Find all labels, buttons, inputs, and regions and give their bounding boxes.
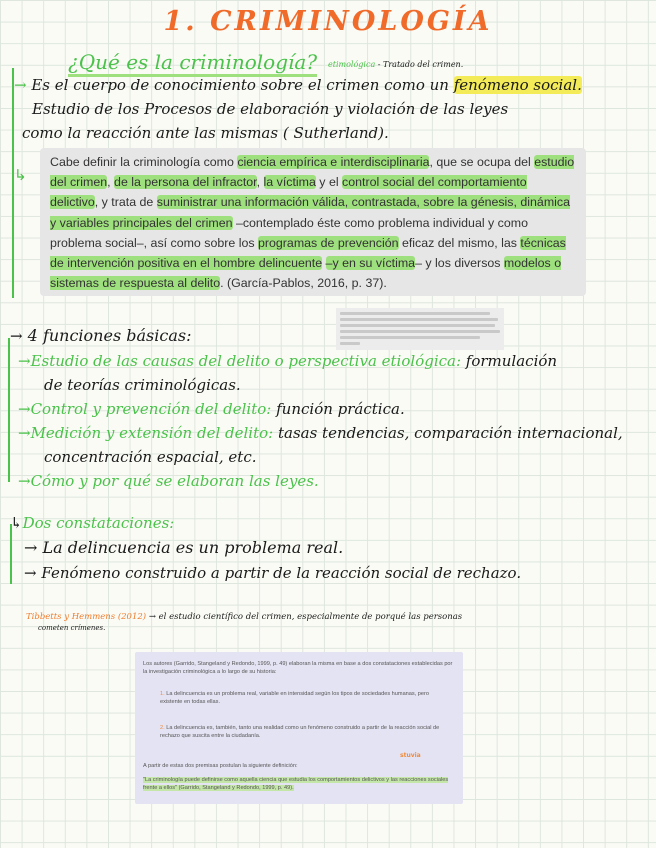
function-item-1-cont: de teorías criminológicas. xyxy=(44,376,241,394)
function-item-title: Control y prevención del delito: xyxy=(30,400,272,418)
arrow-icon: → xyxy=(18,424,31,442)
function-item-desc: tasas tendencias, comparación internacional, xyxy=(277,424,623,442)
question-heading xyxy=(68,50,317,74)
quote-segment: , que se ocupa del xyxy=(429,155,535,169)
functions-bracket xyxy=(8,338,10,482)
quote-highlight: programas de prevención xyxy=(258,235,399,250)
definition-line-2: Estudio de los Procesos de elaboración y violación de las leyes xyxy=(32,100,509,118)
quote-highlight: de la persona del infractor xyxy=(114,175,257,190)
etymology-text: - Tratado del crimen. xyxy=(377,60,464,69)
function-item-2 xyxy=(18,400,405,418)
bottom-definition-text: "La criminología puede definirse como aquella ciencia que estudia los comportamientos delictivos y las reacciones sociales frente a ellos" (Garrido, Stangeland y Redondo, 1999, p. 49). xyxy=(143,777,449,791)
quote-highlight: estudio del crimen xyxy=(50,155,575,190)
quote-highlight: modelos o sistemas de respuesta al delito xyxy=(50,256,562,291)
function-item-title: Cómo y por qué se elaboran las leyes. xyxy=(30,472,319,490)
quote-segment: eficaz del mismo, las xyxy=(398,235,521,250)
functions-heading xyxy=(10,326,191,345)
arrow-icon: ↳ xyxy=(14,166,27,184)
definition-line-1 xyxy=(14,76,582,94)
question-heading-text: ¿Qué es la criminología? xyxy=(68,50,317,77)
tibbetts-text-cont: cometen crímenes. xyxy=(38,624,106,632)
list-number: 2. xyxy=(160,725,165,731)
arrow-icon: → xyxy=(14,76,27,94)
arrow-icon: → xyxy=(18,352,31,370)
bottom-definition xyxy=(143,776,455,792)
quote-segment: Cabe definir la criminología como xyxy=(50,155,238,169)
function-item-1 xyxy=(18,352,557,370)
constataciones-heading xyxy=(10,514,174,532)
quote-segment: – y los diversos xyxy=(415,256,504,271)
bottom-intro: Los autores (Garrido, Stangeland y Redondo, 1999, p. 49) elaboran la misma en base a dos constataciones establecidas por la investigación criminológica a lo largo de su historia: xyxy=(143,661,453,675)
quote-segment: –contemplado éste como problema individual y como problema social–, así como sobre los xyxy=(50,215,528,250)
function-item-4 xyxy=(18,472,319,490)
quote-highlight: ciencia empírica e interdisciplinaria xyxy=(237,155,430,169)
function-item-desc: formulación xyxy=(465,352,558,370)
list-number: 1. xyxy=(160,691,165,697)
tibbetts-note xyxy=(26,612,462,622)
quote-highlight: –y en su víctima xyxy=(325,256,416,271)
arrow-icon: → xyxy=(24,564,37,582)
quote-highlight: técnicas de intervención positiva en el hombre delincuente xyxy=(50,235,566,271)
constatacion-1 xyxy=(24,538,343,557)
constatacion-2 xyxy=(24,564,521,582)
function-item-3 xyxy=(18,424,623,442)
arrow-icon: → xyxy=(10,327,23,345)
stuvia-watermark: stuvia xyxy=(400,752,421,759)
function-item-3-cont: concentración espacial, etc. xyxy=(44,448,257,466)
quote-highlight: control social del comportamiento delictivo xyxy=(50,175,527,210)
arrow-icon: ↳ xyxy=(10,514,23,532)
tibbetts-text: → el estudio científico del crimen, especialmente de porqué las personas xyxy=(148,612,463,622)
constatacion-1-text: La delincuencia es un problema real. xyxy=(42,538,344,557)
etymology-note xyxy=(328,60,463,69)
arrow-icon: → xyxy=(24,538,38,557)
bottom-item-2 xyxy=(160,724,450,740)
bottom-item-1 xyxy=(160,690,450,706)
bottom-item-1-text: La delincuencia es un problema real, variable en intensidad según los tipos de sociedades humanas, pero existente en todas ellas. xyxy=(160,691,430,705)
page-title: 1. CRIMINOLOGÍA xyxy=(163,6,493,37)
definition-line-3: como la reacción ante las mismas ( Sutherland). xyxy=(22,124,389,142)
quote-segment: . (García-Pablos, 2016, p. 37). xyxy=(220,276,387,291)
constataciones-heading-text: Dos constataciones: xyxy=(22,514,175,532)
constataciones-bracket xyxy=(10,524,12,584)
functions-heading-text: 4 funciones básicas: xyxy=(27,326,192,345)
definition-line-1-text: Es el cuerpo de conocimiento sobre el crimen como un xyxy=(31,76,449,94)
arrow-icon: → xyxy=(18,400,31,418)
quote-segment: , y trata de xyxy=(94,195,157,210)
quote-text xyxy=(50,152,578,293)
quote-highlight: suministrar una información válida, contrastada, sobre la génesis, dinámica y variables principales del crimen xyxy=(50,195,570,230)
quote-segment: , xyxy=(107,175,115,190)
quote-segment: y el xyxy=(315,175,343,190)
fenomeno-social-highlight: fenómeno social. xyxy=(453,76,582,94)
embedded-text-thumbnail xyxy=(336,308,504,350)
tibbetts-label: Tibbetts y Hemmens (2012) xyxy=(26,612,147,622)
function-item-title: Medición y extensión del delito: xyxy=(30,424,274,442)
function-item-desc: función práctica. xyxy=(276,400,405,418)
bottom-item-2-text: La delincuencia es, también, tanto una realidad como un fenómeno construido a partir de la reacción social de rechazo que suscita entre la ciudadanía. xyxy=(160,725,440,739)
etymology-label: etimológica xyxy=(328,60,376,69)
constatacion-2-text: Fenómeno construido a partir de la reacción social de rechazo. xyxy=(41,564,522,582)
quote-highlight: la víctima xyxy=(263,175,316,190)
bottom-premise: A partir de estas dos premisas postulan la siguiente definición: xyxy=(143,763,298,769)
function-item-title: Estudio de las causas del delito o perspectiva etiológica: xyxy=(30,352,462,370)
arrow-icon: → xyxy=(18,472,31,490)
quote-segment: , xyxy=(256,175,264,190)
